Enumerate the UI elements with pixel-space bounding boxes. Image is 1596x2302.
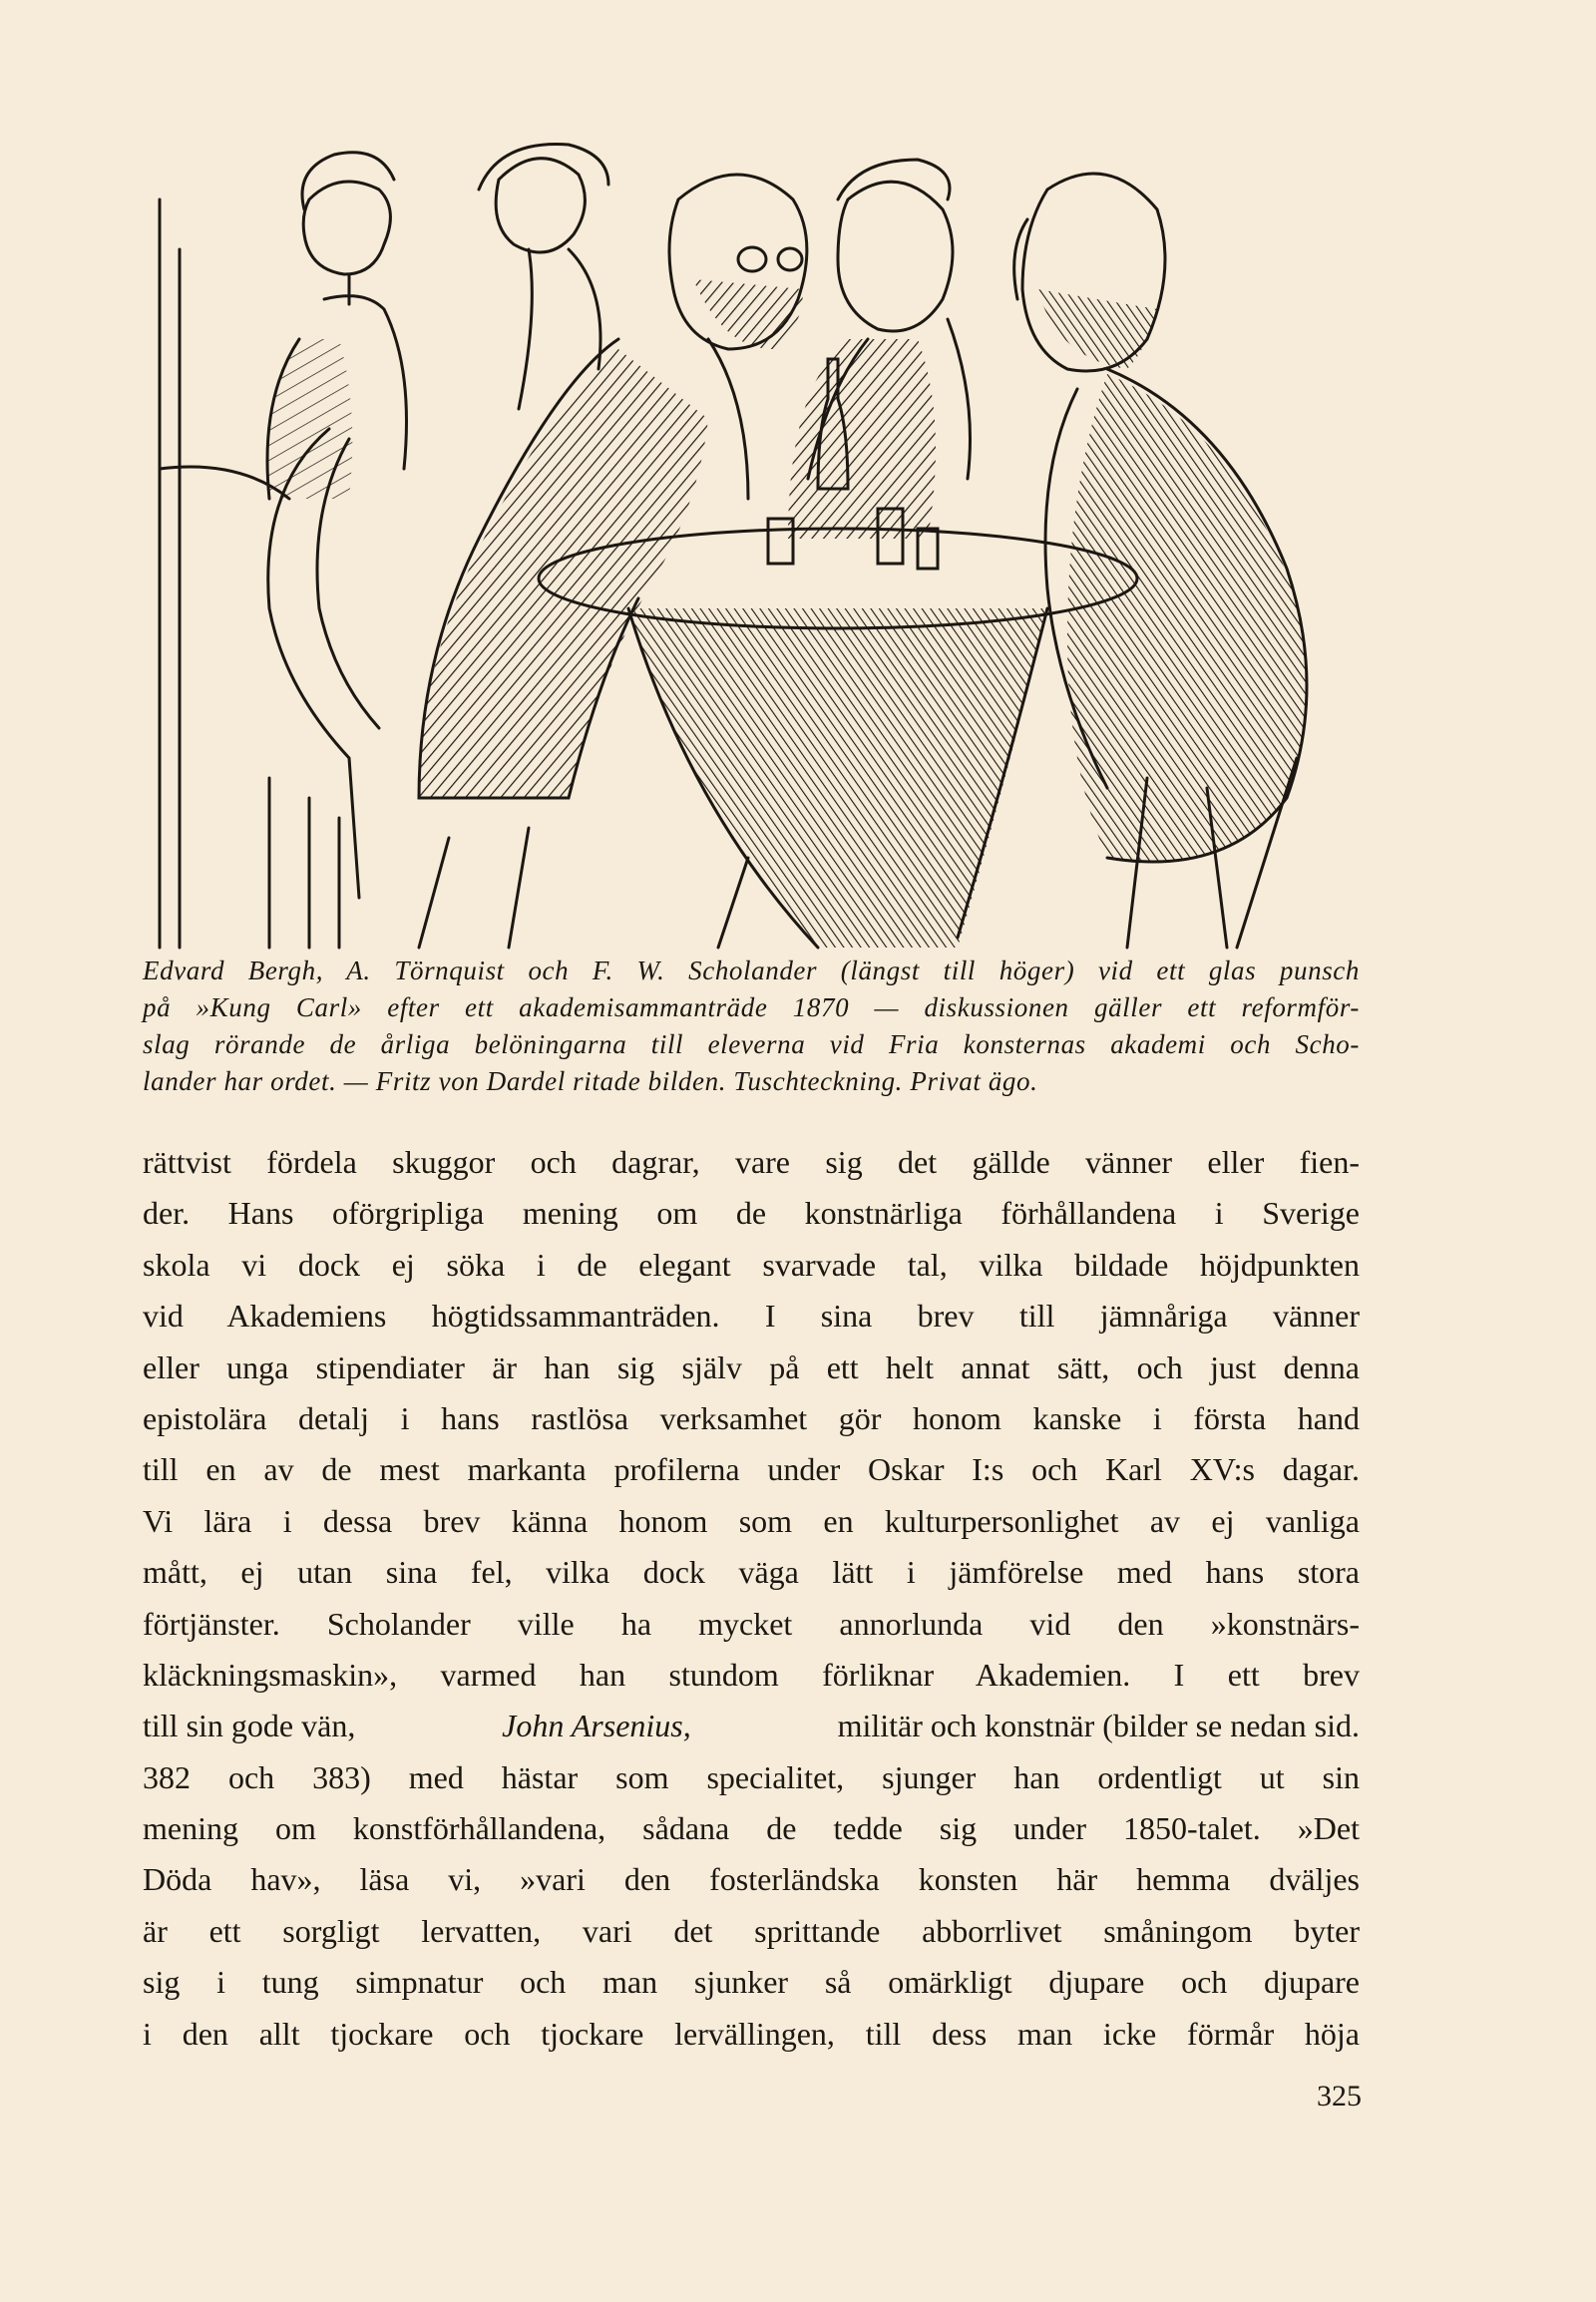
page-number: 325: [1317, 2080, 1362, 2112]
body-line: 382 och 383) med hästar som specialitet, sjunger han ordentligt ut sin: [143, 1758, 1360, 1795]
caption-line: på »Kung Carl» efter ett akademisammanträde 1870 — diskussionen gäller ett reformför-: [143, 992, 1360, 1022]
body-line: till en av de mest markanta profilerna under Oskar I:s och Karl XV:s dagar.: [143, 1451, 1360, 1488]
person-name-italic: John Arsenius,: [502, 1708, 691, 1744]
body-line: sig i tung simpnatur och man sjunker så omärkligt djupare och djupare: [143, 1964, 1360, 2001]
body-line: mått, ej utan sina fel, vilka dock väga lätt i jämförelse med hans stora: [143, 1554, 1360, 1591]
body-text: [143, 1137, 1360, 2060]
ink-drawing-illustration: [150, 140, 1357, 953]
body-line: är ett sorgligt lervatten, vari det sprittande abborrlivet småningom byter: [143, 1912, 1360, 1949]
caption-line: Edvard Bergh, A. Törnquist och F. W. Scholander (längst till höger) vid ett glas punsch: [143, 956, 1360, 985]
body-line: Vi lära i dessa brev känna honom som en kulturpersonlighet av ej vanliga: [143, 1502, 1360, 1539]
body-line: mening om konstförhållandena, sådana de tedde sig under 1850-talet. »Det: [143, 1810, 1360, 1847]
body-line: förtjänster. Scholander ville ha mycket annorlunda vid den »konstnärs-: [143, 1605, 1360, 1642]
ink-drawing-men-at-table-icon: [150, 140, 1357, 953]
body-line: vid Akademiens högtidssammanträden. I sina brev till jämnåriga vänner: [143, 1298, 1360, 1335]
body-line: der. Hans oförgripliga mening om de konstnärliga förhållandena i Sverige: [143, 1195, 1360, 1232]
body-line: epistolära detalj i hans rastlösa verksamhet gör honom kanske i första hand: [143, 1399, 1360, 1436]
body-line: kläckningsmaskin», varmed han stundom förliknar Akademien. I ett brev: [143, 1656, 1360, 1693]
body-line: i den allt tjockare och tjockare lervällingen, till dess man icke förmår höja: [143, 2015, 1360, 2052]
caption-line: lander har ordet. — Fritz von Dardel ritade bilden. Tuschteckning. Privat ägo.: [143, 1066, 1038, 1096]
figure-caption: [143, 953, 1360, 1100]
caption-line: slag rörande de årliga belöningarna till eleverna vid Fria konsternas akademi och Scho-: [143, 1029, 1360, 1059]
body-line: eller unga stipendiater är han sig själv på ett helt annat sätt, och just denna: [143, 1348, 1360, 1385]
body-line-start: till sin gode vän,: [143, 1708, 356, 1744]
body-line: skola vi dock ej söka i de elegant svarvade tal, vilka bildade höjdpunkten: [143, 1246, 1360, 1283]
body-line-end: militär och konstnär (bilder se nedan sid.: [837, 1708, 1360, 1744]
body-line: Döda hav», läsa vi, »vari den fosterländska konsten här hemma dväljes: [143, 1861, 1360, 1898]
body-line: rättvist fördela skuggor och dagrar, vare sig det gällde vänner eller fien-: [143, 1144, 1360, 1180]
